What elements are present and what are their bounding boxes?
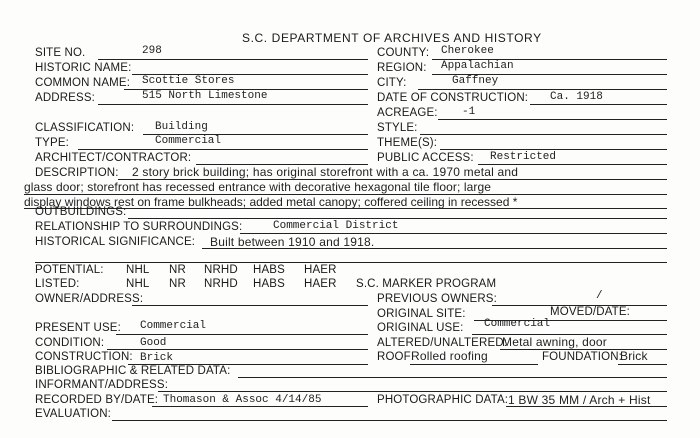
site-no-line [98,59,368,60]
recorded-by-line [152,406,368,407]
significance-value: Built between 1910 and 1918. [210,235,375,249]
original-use-label: ORIGINAL USE: [377,322,464,334]
classification-value: Building [155,121,208,133]
type-label: TYPE: [35,137,69,149]
common-name-value: Scottie Stores [142,75,235,87]
site-no-value: 298 [142,45,162,57]
marker-program-label: S.C. MARKER PROGRAM [356,278,497,290]
style-line [420,134,667,135]
original-use-value: Commercial [484,318,551,330]
acreage-value: -1 [462,106,476,118]
address-label: ADDRESS: [35,92,95,104]
evaluation-label: EVALUATION: [35,408,111,420]
recorded-by-value: Thomason & Assoc 4/14/85 [163,394,322,406]
potential-nrhd: NRHD [204,264,238,276]
recorded-by-label: RECORDED BY/DATE: [35,394,159,406]
condition-value: Good [140,337,167,349]
type-value: Commercial [155,135,222,147]
card-title: S.C. DEPARTMENT OF ARCHIVES AND HISTORY [242,31,542,45]
potential-habs: HABS [253,264,285,276]
outbuildings-label: OUTBUILDINGS: [35,206,127,218]
present-use-value: Commercial [140,320,207,332]
relationship-label: RELATIONSHIP TO SURROUNDINGS: [35,221,243,233]
photographic-value: 1 BW 35 MM / Arch + Hist [508,393,651,407]
site-no-label: SITE NO. [35,47,86,59]
significance-line [202,248,667,249]
condition-label: CONDITION: [35,337,105,349]
relationship-line [240,233,667,234]
relationship-value: Commercial District [273,220,399,232]
outbuildings-line [128,218,667,219]
photographic-label: PHOTOGRAPHIC DATA: [377,394,509,406]
common-name-label: COMMON NAME: [35,77,131,89]
public-access-label: PUBLIC ACCESS: [377,152,474,164]
potential-nr: NR [169,264,186,276]
themes-line [440,149,667,150]
construction-value: Brick [140,352,174,364]
blank-line [35,262,667,263]
historic-name-label: HISTORIC NAME: [35,62,132,74]
potential-nhl: NHL [126,264,150,276]
county-label: COUNTY: [377,47,430,59]
region-label: REGION: [377,62,427,74]
foundation-value: Brick [620,349,648,363]
bibliographic-label: BIBLIOGRAPHIC & RELATED DATA: [35,365,231,377]
description-line-3: display windows rest on frame bulkheads; added metal canopy; coffered ceiling in recessed * [24,195,518,209]
listed-label: LISTED: [35,278,80,290]
city-line [418,89,667,90]
city-label: CITY: [377,77,407,89]
date-of-construction-label: DATE OF CONSTRUCTION: [377,92,529,104]
date-of-construction-line [530,104,667,105]
previous-owners-mark: / [596,290,603,302]
roof-value: Rolled roofing [411,349,488,363]
date-of-construction-value: Ca. 1918 [550,91,603,103]
classification-label: CLASSIFICATION: [35,122,135,134]
description-line-1: 2 story brick building; has original storefront with a ca. 1970 metal and [132,165,519,179]
previous-owners-label: PREVIOUS OWNERS: [377,293,497,305]
construction-label: CONSTRUCTION: [35,351,133,363]
style-label: STYLE: [377,122,418,134]
address-value: 515 North Limestone [142,90,268,102]
listed-haer: HAER [304,278,337,290]
acreage-line [438,119,667,120]
owner-address-line [132,305,368,306]
region-value: Appalachian [441,60,514,72]
roof-line [410,364,538,365]
foundation-line [618,364,667,365]
evaluation-line [112,420,667,421]
listed-nhl: NHL [126,278,150,290]
type-line [78,149,368,150]
roof-label: ROOF: [377,351,415,363]
present-use-label: PRESENT USE: [35,322,121,334]
photographic-line [506,406,667,407]
public-access-value: Restricted [490,151,557,163]
altered-unaltered-label: ALTERED/UNALTERED: [377,337,508,349]
altered-unaltered-value: Metal awning, door [502,335,607,349]
listed-habs: HABS [253,278,285,290]
description-label: DESCRIPTION: [35,167,119,179]
architect-label: ARCHITECT/CONTRACTOR: [35,152,192,164]
moved-date-label: MOVED/DATE: [550,306,631,318]
significance-label: HISTORICAL SIGNIFICANCE: [35,236,196,248]
themes-label: THEME(S): [377,137,438,149]
address-line [98,104,368,105]
informant-line [158,391,667,392]
bibliographic-line [238,377,667,378]
original-site-label: ORIGINAL SITE: [377,308,466,320]
listed-nrhd: NRHD [204,278,238,290]
city-value: Gaffney [452,75,499,87]
county-value: Cherokee [441,45,494,57]
listed-nr: NR [169,278,186,290]
acreage-label: ACREAGE: [377,107,438,119]
potential-haer: HAER [304,264,337,276]
foundation-label: FOUNDATION: [542,351,623,363]
owner-address-label: OWNER/ADDRESS: [35,293,144,305]
potential-label: POTENTIAL: [35,264,104,276]
informant-label: INFORMANT/ADDRESS: [35,379,169,391]
present-use-line [116,334,368,335]
condition-line [107,349,368,350]
description-line-2: glass door; storefront has recessed entrance with decorative hexagonal tile floor; large [24,180,492,194]
